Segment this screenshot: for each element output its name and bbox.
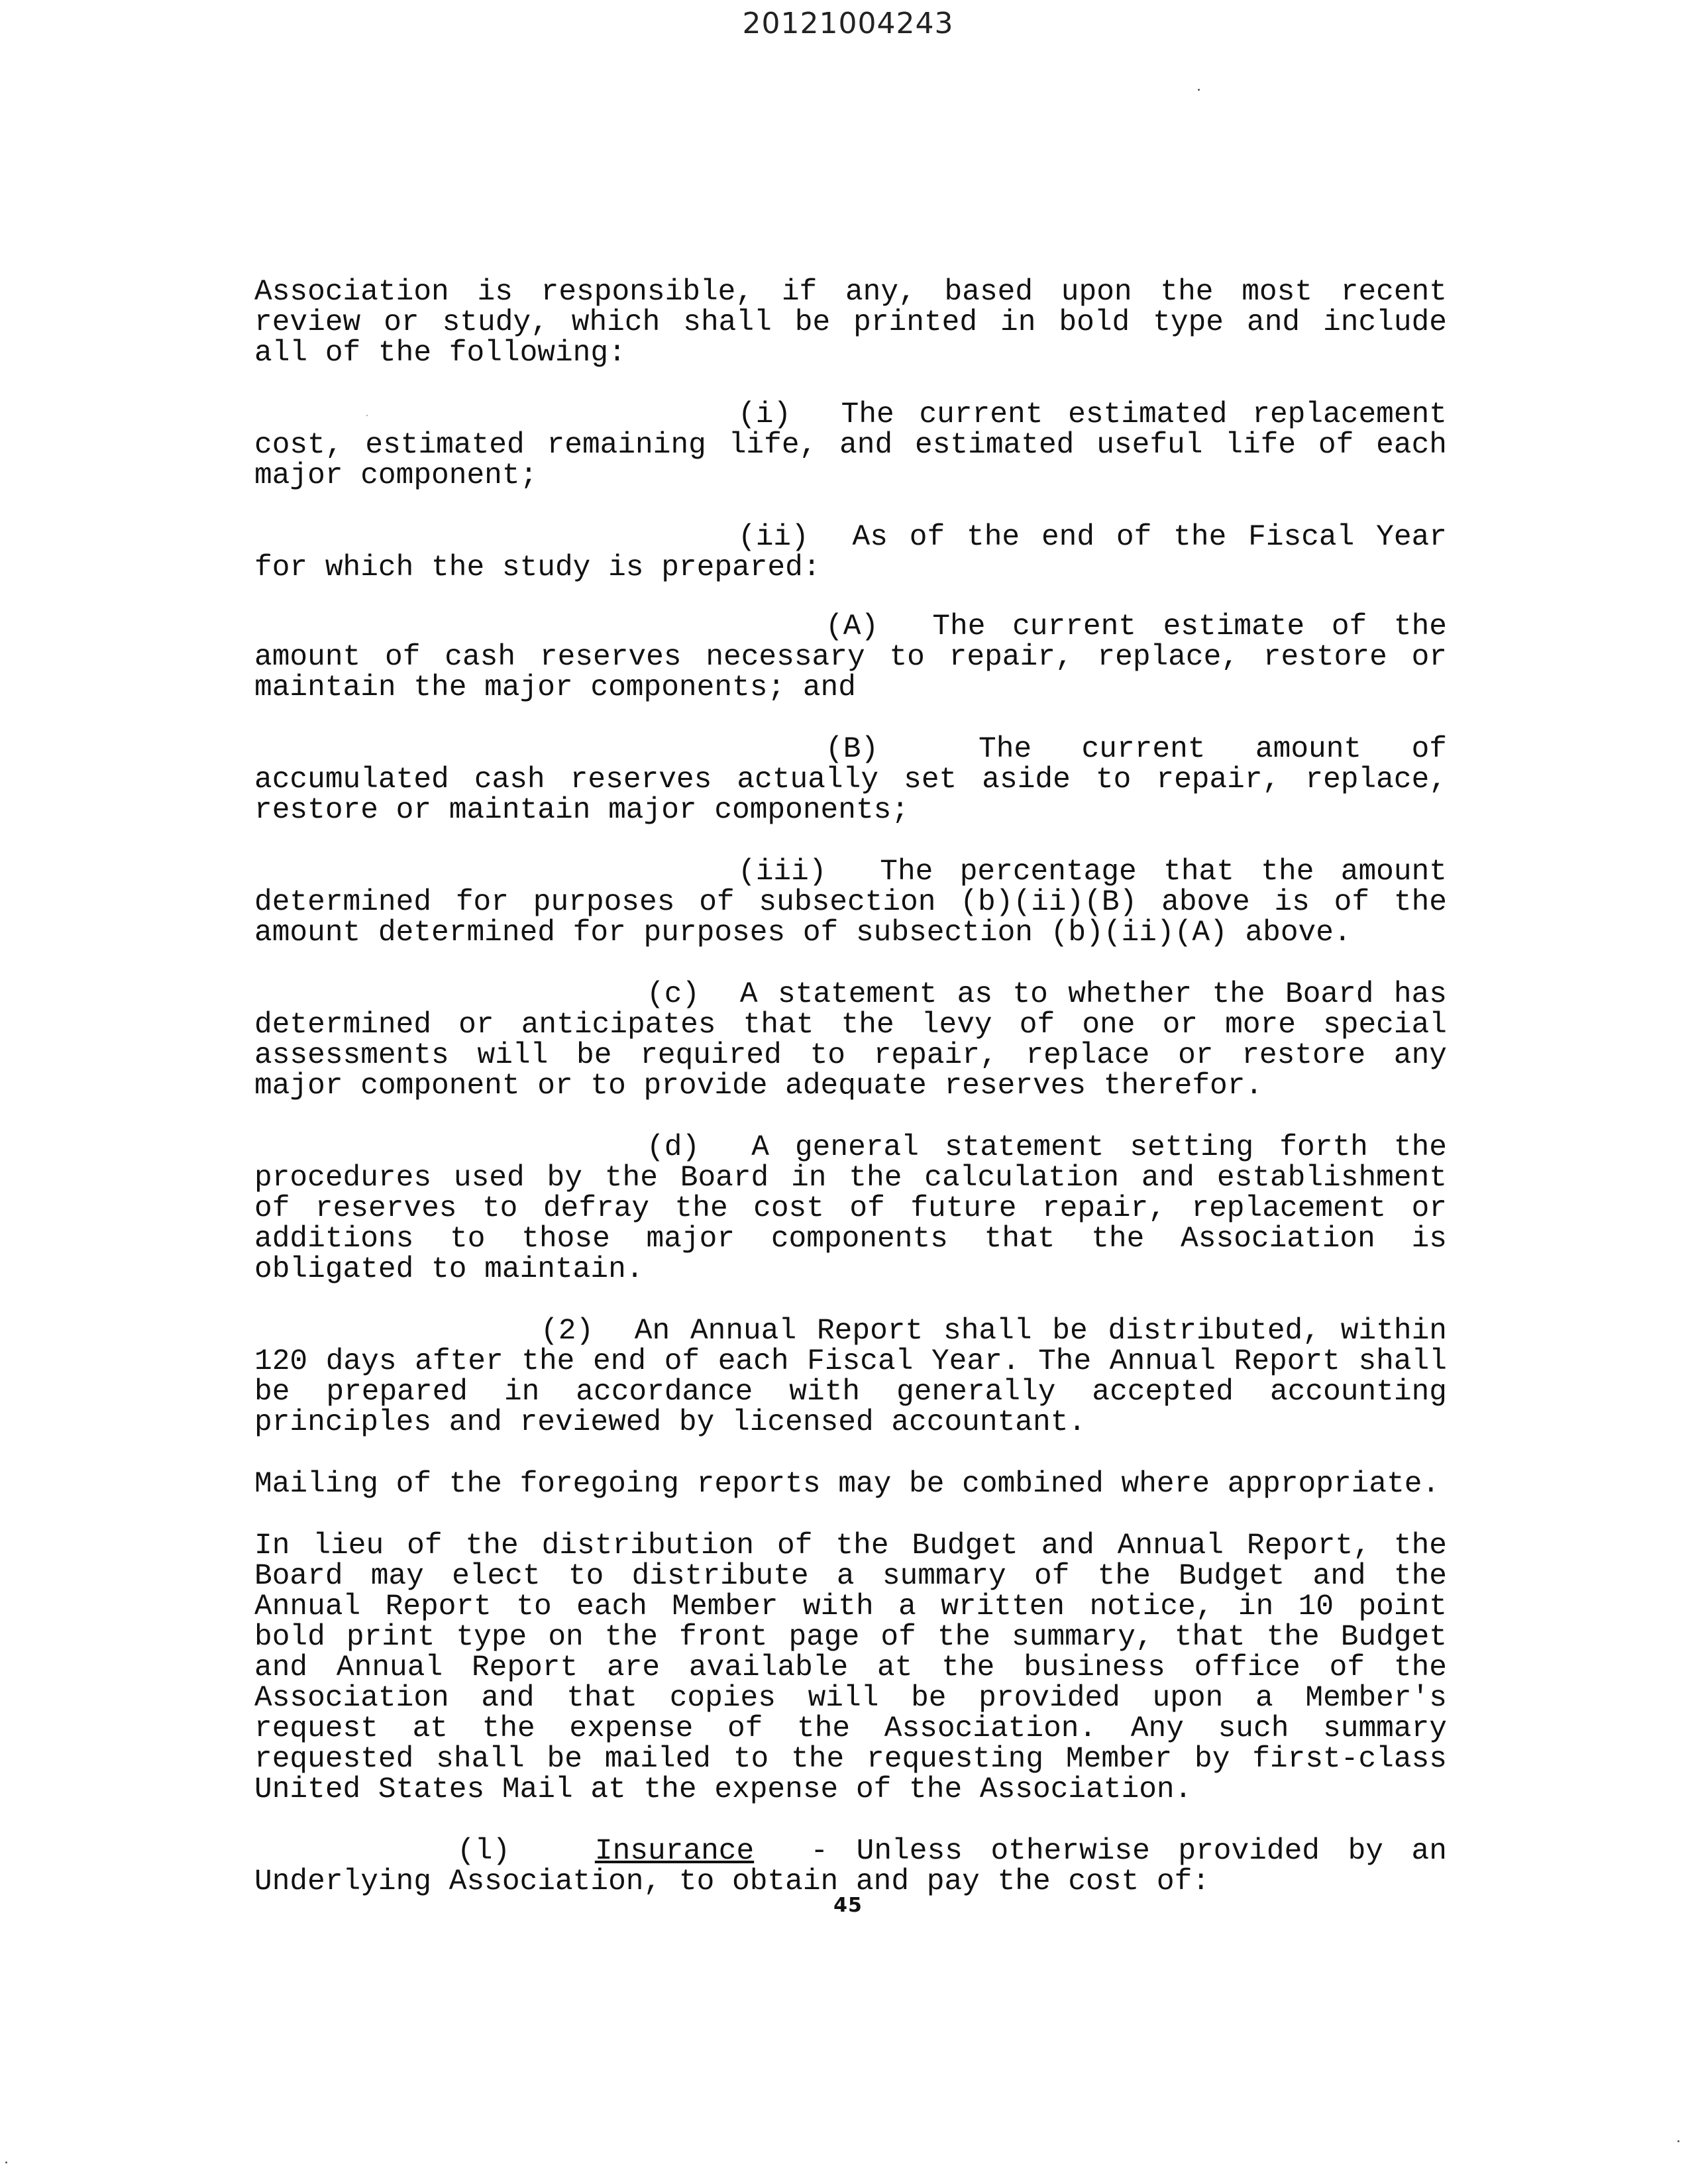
scan-speck [1677, 2140, 1679, 2142]
label-ii: (ii) [738, 521, 809, 554]
label-d: (d) [647, 1131, 700, 1164]
text-iii: The percentage that the amount determined for purposes of subsection (b)(ii)(B) above is of the amount determined for purposes of subsection (b)(ii)(A) above. [254, 855, 1447, 950]
scan-speck [366, 415, 368, 416]
label-2: (2) [541, 1315, 594, 1348]
paragraph-insurance [254, 1836, 1447, 1897]
text-d: A general statement setting forth the procedures used by the Board in the calculation and establishment of reserves to defray the cost of future repair, replacement or additions to those major components that the Association is obligated to maintain. [254, 1131, 1447, 1286]
scan-speck [1198, 89, 1200, 91]
text-A: The current estimate of the amount of cash reserves necessary to repair, replace, restore or maintain the major components; and [254, 610, 1447, 704]
label-i: (i) [738, 398, 792, 431]
page-number: 45 [833, 1894, 863, 1917]
paragraph-A [254, 612, 1447, 703]
label-B: (B) [825, 733, 879, 766]
paragraph-iii [254, 857, 1447, 948]
paragraph-intro: Association is responsible, if any, based upon the most recent review or study, which shall be printed in bold type and include all of the following: [254, 276, 1447, 370]
paragraph-i [254, 400, 1447, 491]
text-ii: As of the end of the Fiscal Year for which the study is prepared: [254, 521, 1447, 584]
text-i: The current estimated replacement cost, estimated remaining life, and estimated useful life of each major component; [254, 398, 1447, 492]
text-B: The current amount of accumulated cash reserves actually set aside to repair, replace, restore or maintain major components; [254, 733, 1447, 827]
scan-speck [5, 2161, 7, 2163]
paragraph-c [254, 979, 1447, 1101]
text-2: An Annual Report shall be distributed, within 120 days after the end of each Fiscal Year. The Annual Report shall be prepared in accordance with generally accepted accounting principles and reviewed by licensed accountant. [254, 1315, 1447, 1439]
label-A: (A) [825, 610, 879, 643]
paragraph-2 [254, 1316, 1447, 1438]
document-number: 20121004243 [742, 7, 954, 40]
text-c: A statement as to whether the Board has determined or anticipates that the levy of one or more special assessments will be required to repair, replace or restore any major component or to provide adequate reserves therefor. [254, 978, 1447, 1103]
text-insurance: - Unless otherwise provided by an Underlying Association, to obtain and pay the cost of: [254, 1835, 1447, 1898]
label-iii: (iii) [738, 855, 827, 889]
paragraph-d [254, 1132, 1447, 1285]
paragraph-mailing: Mailing of the foregoing reports may be combined where appropriate. [254, 1468, 1440, 1501]
label-c: (c) [647, 978, 700, 1011]
insurance-heading: Insurance [594, 1835, 755, 1868]
paragraph-ii [254, 522, 1447, 583]
label-l: (l) [457, 1835, 511, 1868]
page-body [254, 277, 1447, 1897]
paragraph-B [254, 734, 1447, 826]
paragraph-in-lieu: In lieu of the distribution of the Budget and Annual Report, the Board may elect to distribute a summary of the Budget and the Annual Report to each Member with a written notice, in 10 point bold print type on the front page of the summary, that the Budget and Annual Report are available at the business office of the Association and that copies will be provided upon a Member's request at the expense of the Association. Any such summary requested shall be mailed to the requesting Member by first-class United States Mail at the expense of the Association. [254, 1529, 1447, 1806]
